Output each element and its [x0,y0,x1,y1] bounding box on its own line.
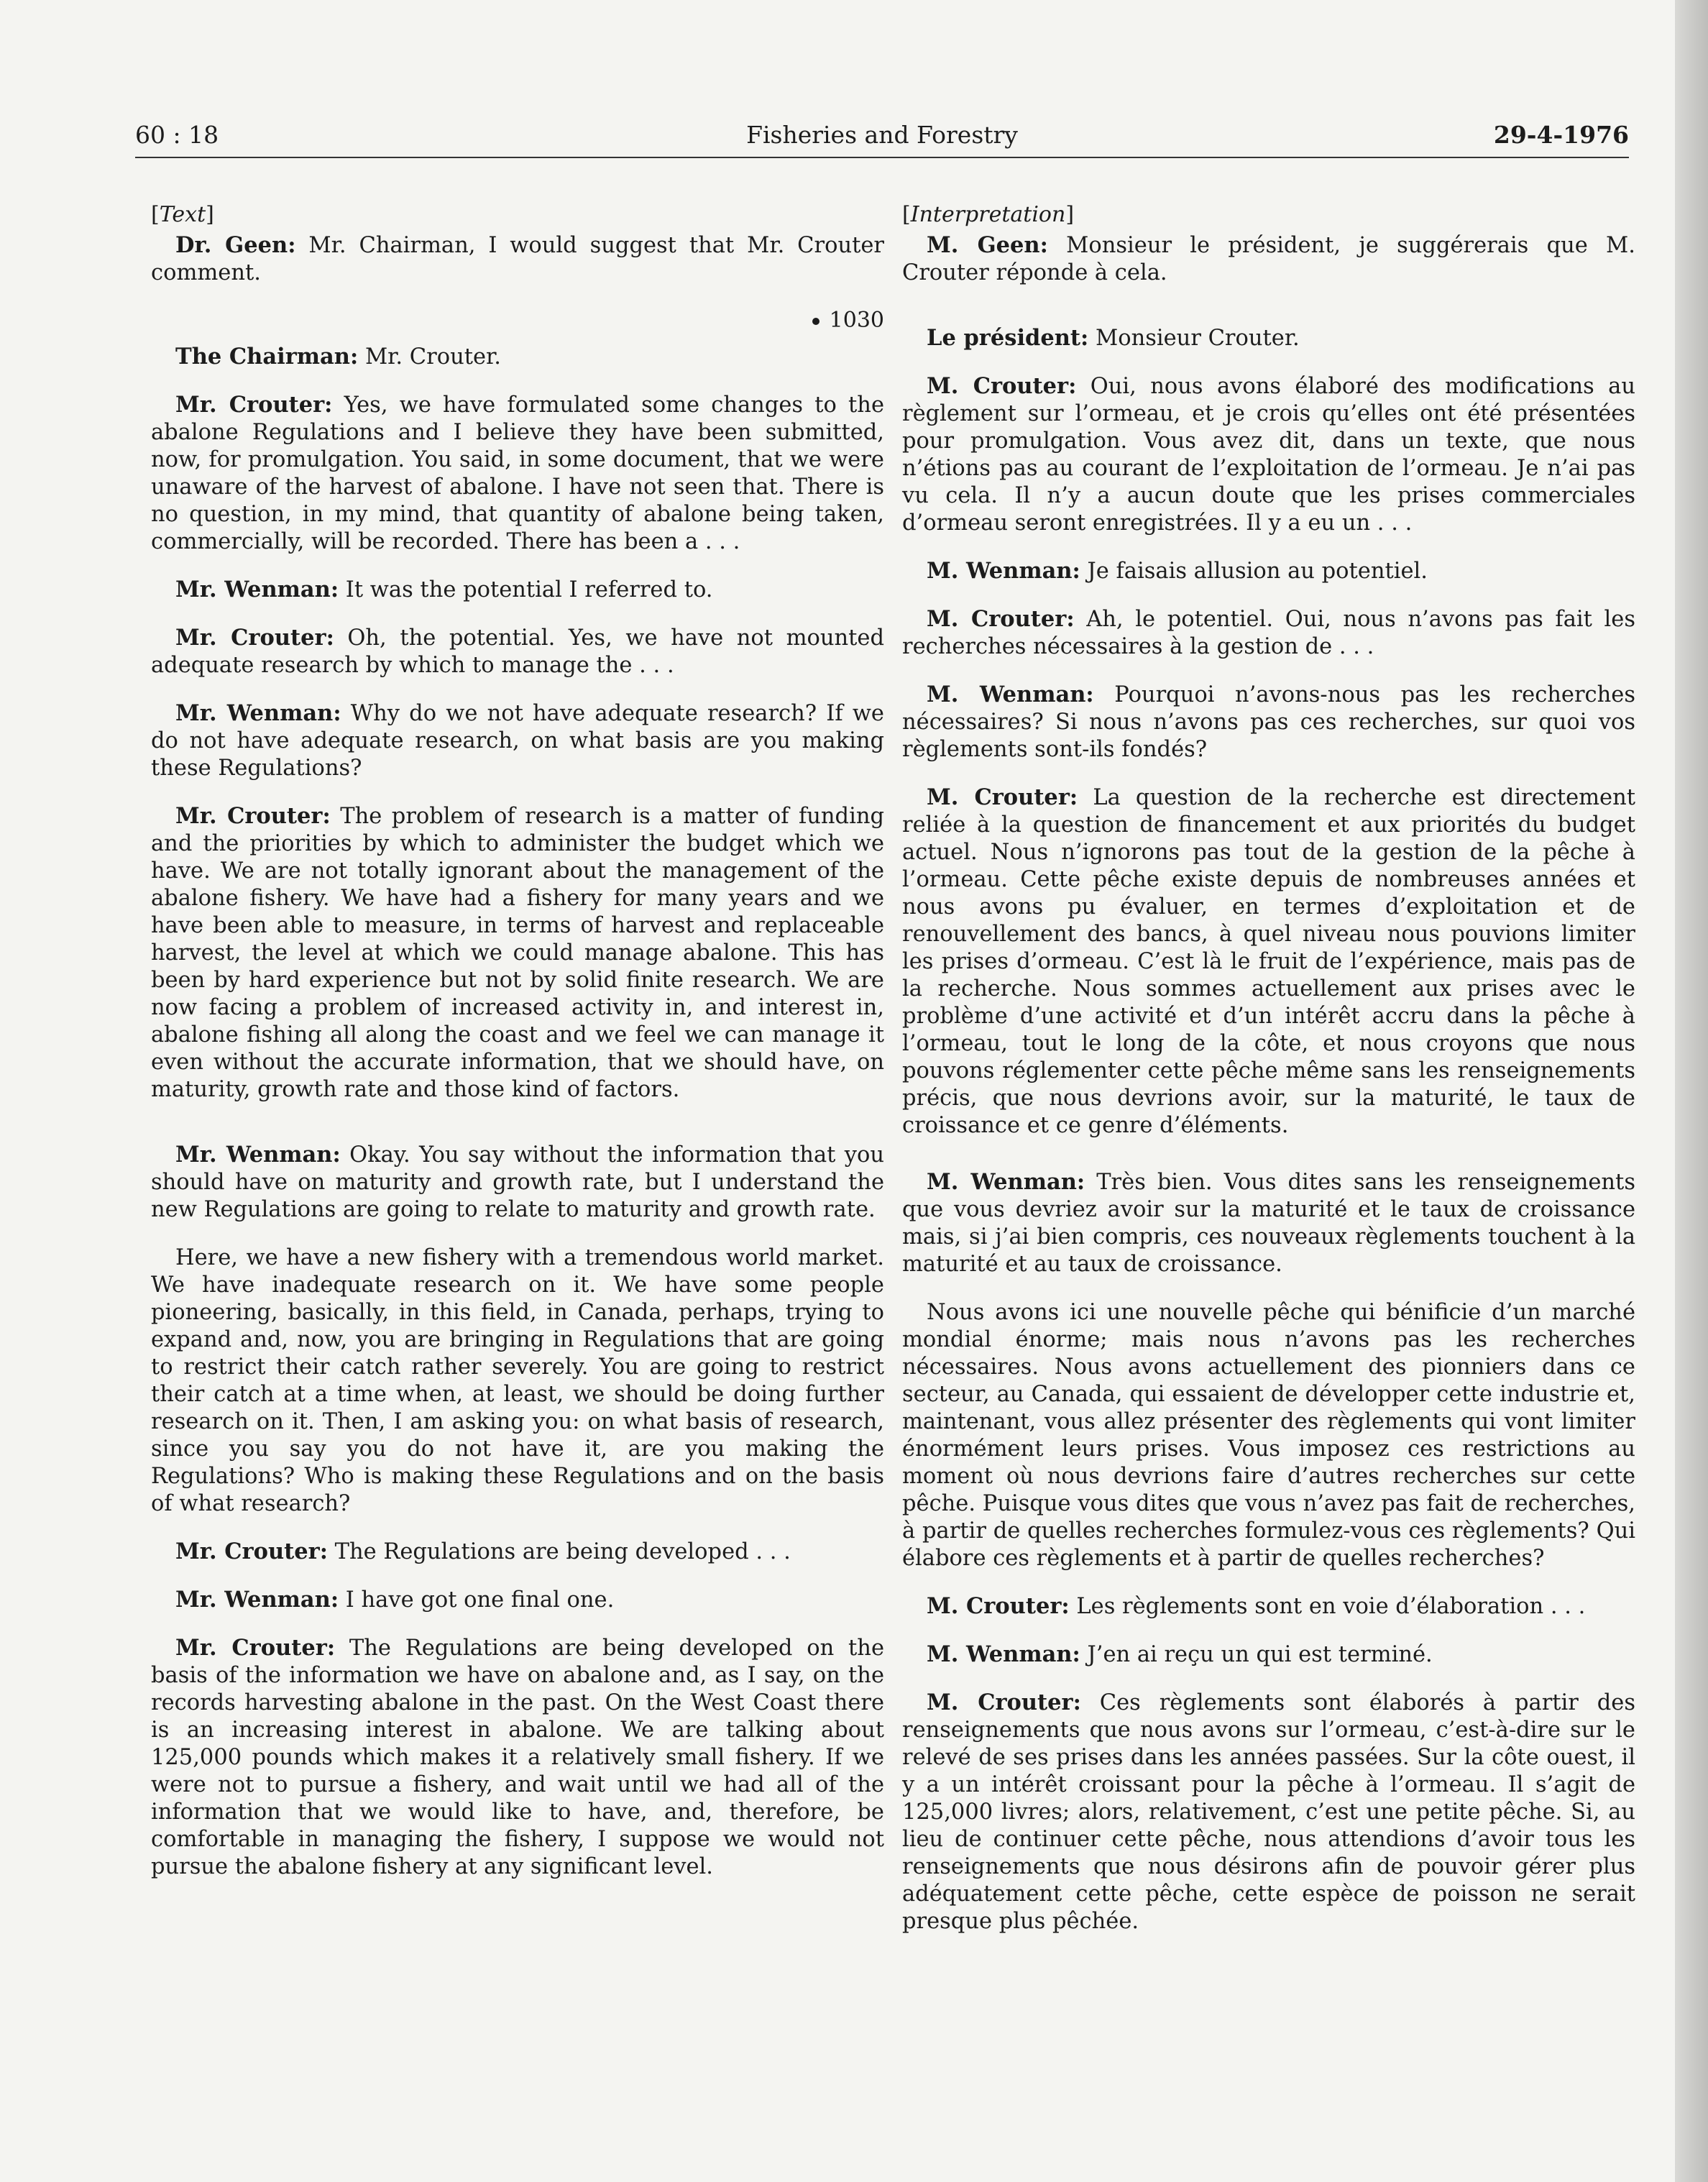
time-marker-label: 1030 [829,308,884,333]
paragraph [902,232,1635,287]
paragraph [151,1244,884,1518]
paragraph [902,1168,1635,1278]
paragraph-text: Monsieur Crouter. [1095,326,1300,351]
interpretation-tag: [Interpretation] [902,202,1075,227]
paragraph [902,557,1635,585]
paragraph [151,232,884,287]
speaker-name: Mr. Crouter: [175,625,334,651]
french-column [902,201,1635,1956]
paragraph [902,324,1635,352]
paragraph-text: Yes, we have formulated some changes to the abalone Regulations and I believe they have been submitted, now, for promulgation. You said, in some document, that we were unaware of the harvest of abalone. I have not seen that. There is no question, in my mind, that quantity of abalone being taken, commercially, will be recorded. There has been a . . . [151,393,884,554]
paragraph-text: Here, we have a new fishery with a tremendous world market. We have inadequate research on it. We have some people pioneering, basically, in this field, in Canada, perhaps, trying to expand and, now, you are bringing in Regulations that are going to restrict their catch rather severely. You are going to restrict their catch at a time when, at least, we should be doing further research on it. Then, I am asking you: on what basis of research, since you say you do not have it, are you making the Regulations? Who is making these Regulations and on the basis of what research? [151,1245,884,1516]
page-edge-shadow [1675,0,1708,2182]
paragraph-text: Okay. You say without the information that you should have on maturity and growth rate, but I understand the new Regulations are going to relate to maturity and growth rate. [151,1142,884,1222]
paragraph [151,624,884,679]
paragraph [151,576,884,604]
speaker-name: Mr. Crouter: [175,803,331,829]
page-date: 29-4-1976 [1493,121,1629,149]
speaker-name: M. Wenman: [927,558,1080,584]
paragraph [902,1689,1635,1935]
paragraph-text: Les règlements sont en voie d’élaboration . . . [1076,1594,1586,1619]
speaker-name: Mr. Crouter: [175,392,333,418]
page-number: 60 : 18 [135,121,219,149]
paragraph-text: It was the potential I referred to. [345,577,713,602]
speaker-name: M. Crouter: [927,373,1077,399]
speaker-name: M. Crouter: [927,784,1078,810]
bullet-icon [812,318,819,325]
paragraph [151,343,884,371]
paragraph [151,700,884,782]
speaker-name: Mr. Wenman: [175,1587,339,1613]
paragraph-text: J’en ai reçu un qui est terminé. [1087,1642,1433,1667]
publication-title: Fisheries and Forestry [746,121,1018,149]
speaker-name: M. Wenman: [927,682,1094,707]
speaker-name: M. Crouter: [927,1593,1070,1619]
paragraph [151,1586,884,1614]
speaker-name: Mr. Crouter: [175,1539,328,1564]
speaker-name: Mr. Crouter: [175,1635,336,1661]
speaker-name: M. Crouter: [927,606,1075,632]
paragraph-text: I have got one final one. [345,1587,615,1613]
speaker-name: Mr. Wenman: [175,577,339,602]
speaker-name: M. Geen: [927,232,1048,258]
paragraph-text: Ah, le potentiel. Oui, nous n’avons pas fait les recherches nécessaires à la gestion de . . . [902,607,1635,659]
paragraph [902,1592,1635,1621]
paragraph [902,605,1635,661]
paragraph-text: Mr. Chairman, I would suggest that Mr. Crouter comment. [151,233,884,285]
speaker-name: M. Wenman: [927,1641,1080,1667]
paragraph-text: Why do we not have adequate research? If we do not have adequate research, on what basis are you making these Regulations? [151,701,884,781]
paragraph-text: The Regulations are being developed on the basis of the information we have on abalone and, as I say, on the records harvesting abalone in the past. On the West Coast there is an increasing interest in abalone. We are talking about 125,000 pounds which makes it a relatively small fishery. If we were not to pursue a fishery, and wait until we had all of the information that we would like to have, and, therefore, be comfortable in managing the fishery, I suppose we would not pursue the abalone fishery at any significant level. [151,1636,884,1879]
page-header [135,121,1629,158]
speaker-name: Mr. Wenman: [175,1142,341,1168]
paragraph [151,1634,884,1881]
speaker-name: Le président: [927,325,1089,351]
paragraph [151,1141,884,1224]
paragraph-text: Très bien. Vous dites sans les renseignements que vous devriez avoir sur la maturité et le taux de croissance mais, si j’ai bien compris, ces nouveaux règlements touchent à la maturité et au taux de croissance. [902,1170,1635,1277]
paragraph-text: La question de la recherche est directement reliée à la question de financement et aux priorités du budget actuel. Nous n’ignorons pas tout de la gestion de la pêche à l’ormeau. Cette pêche existe depuis de nombreuses années et nous avons pu évaluer, en termes d’exploitation et de renouvellement des bancs, à quel niveau nous pouvions limiter les prises d’ormeau. C’est là le fruit de l’expérience, mais pas de la recherche. Nous sommes actuellement aux prises avec le problème d’une activité et d’un intérêt accru dans la pêche à l’ormeau, tout le long de la côte, et nous croyons que nous pouvons réglementer cette pêche même sans les renseignements précis, que nous devrions avoir, sur la maturité, le taux de croissance et ce genre d’éléments. [902,785,1635,1138]
paragraph-text: The Regulations are being developed . . . [334,1539,791,1564]
speaker-name: Mr. Wenman: [175,700,341,726]
paragraph [902,1641,1635,1669]
english-column [151,201,884,1901]
paragraph-text: Pourquoi n’avons-nous pas les recherches nécessaires? Si nous n’avons pas ces recherches, sur quoi vos règlements sont-ils fondés? [902,682,1635,762]
speaker-name: M. Wenman: [927,1169,1085,1195]
paragraph-text: Oui, nous avons élaboré des modifications au règlement sur l’ormeau, et je crois qu’elles ont été présentées pour promulgation. Vous avez dit, dans un texte, que nous n’étions pas au courant de l’exploitation de l’ormeau. Je n’ai pas vu cela. Il n’y a aucun doute que les prises commerciales d’ormeau seront enregistrées. Il y a eu un . . . [902,374,1635,536]
interpretation-tag-label: Interpretation [910,202,1066,227]
paragraph [902,784,1635,1140]
paragraph [902,1298,1635,1572]
paragraph-text: Nous avons ici une nouvelle pêche qui bénificie d’un marché mondial énorme; mais nous n’avons pas les recherches nécessaires. Nous avons actuellement des pionniers dans ce secteur, au Canada, qui essaient de développer cette industrie et, maintenant, vous allez présenter des règlements qui vont limiter énormément leurs prises. Vous imposez ces restrictions au moment où nous devrions faire d’autres recherches sur cette pêche. Puisque vous dites que vous n’avez pas fait de recherches, à partir de quelles recherches formulez-vous ces règlements? Qui élabore ces règlements et à partir de quelles recherches? [902,1300,1635,1571]
paragraph [151,391,884,556]
paragraph-text: Ces règlements sont élaborés à partir des renseignements que nous avons sur l’ormeau, c’est-à-dire sur le relevé de ses prises dans les années passées. Sur la côte ouest, il y a un intérêt croissant pour la pêche à l’ormeau. Il s’agit de 125,000 livres; alors, relativement, c’est une petite pêche. Si, au lieu de continuer cette pêche, nous attendions d’avoir tous les renseignements que nous désirons afin de pouvoir gérer plus adéquatement cette pêche, cette espèce de poisson ne serait presque plus pêchée. [902,1690,1635,1934]
paragraph-text: Mr. Crouter. [364,344,501,370]
speaker-name: The Chairman: [175,344,359,370]
speaker-name: Dr. Geen: [175,232,296,258]
speaker-name: M. Crouter: [927,1690,1081,1715]
paragraph-text: Monsieur le président, je suggérerais que M. Crouter réponde à cela. [902,233,1635,285]
paragraph [902,681,1635,764]
paragraph-text: Oh, the potential. Yes, we have not mounted adequate research by which to manage the . . . [151,625,884,678]
paragraph [151,802,884,1104]
paragraph [151,1538,884,1566]
paragraph [902,372,1635,537]
paragraph-text: Je faisais allusion au potentiel. [1087,559,1428,584]
text-tag-label: Text [159,202,206,227]
text-tag: [Text] [151,202,214,227]
time-marker [151,307,884,334]
paragraph-text: The problem of research is a matter of funding and the priorities by which to administer the budget which we have. We are not totally ignorant about the management of the abalone fishery. We have had a fishery for many years and we have been able to measure, in terms of harvest and replaceable harvest, the level at which we could manage abalone. This has been by hard experience but not by solid finite research. We are now facing a problem of increased activity in, and interest in, abalone fishing all along the coast and we feel we can manage it even without the accurate information, that we should have, on maturity, growth rate and those kind of factors. [151,804,884,1102]
